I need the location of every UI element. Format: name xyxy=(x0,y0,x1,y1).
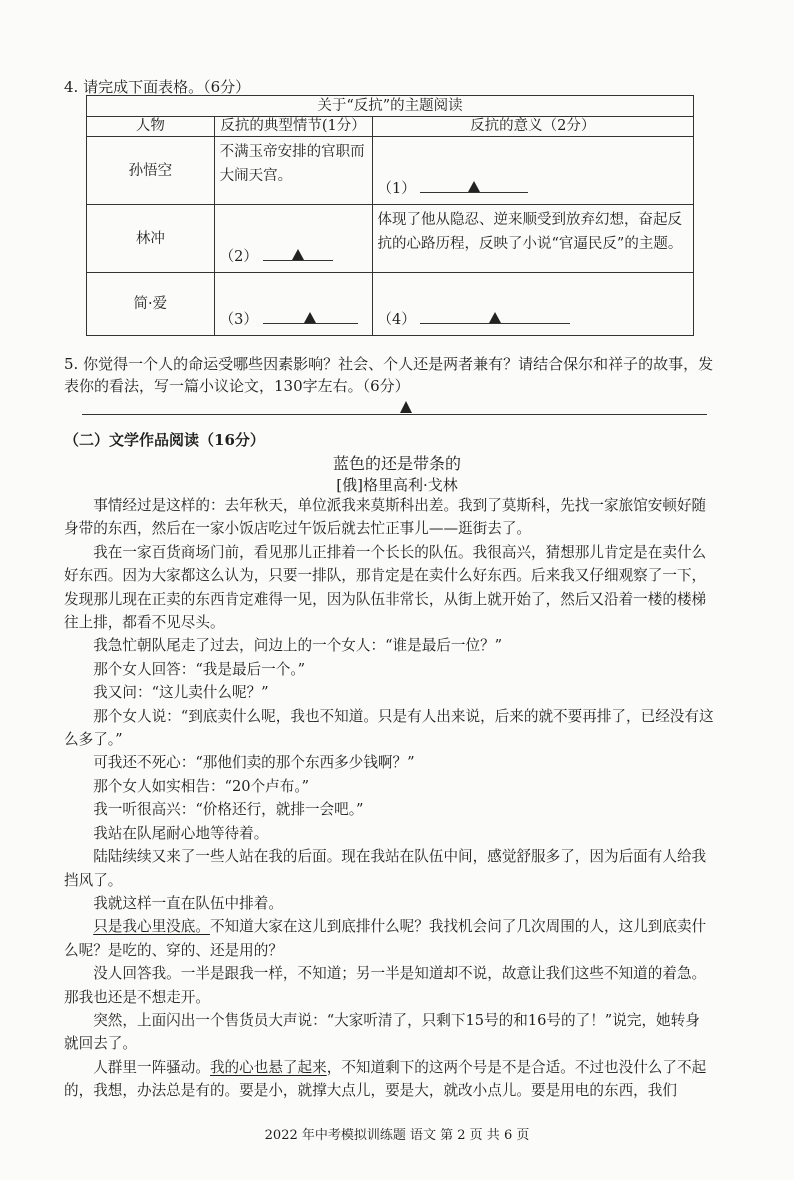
answer-line[interactable] xyxy=(82,414,707,415)
meaning-cell: 体现了他从隐忍、逆来顺受到放弃幻想，奋起反抗的心路历程，反映了小说“官逼民反”的主题。 xyxy=(372,205,694,273)
answer-blank-4[interactable] xyxy=(372,273,694,336)
plot-cell: 不满玉帝安排的官职而大闹天宫。 xyxy=(214,137,372,205)
underlined-sentence: 我的心也悬了起来 xyxy=(209,1058,327,1076)
table-row xyxy=(87,137,694,205)
story-paragraph xyxy=(64,658,714,681)
header-plot: 反抗的典型情节(1分） xyxy=(214,117,372,137)
paragraph-text: 没人回答我。一半是跟我一样，不知道；另一半是知道却不说，故意让我们这些不知道的着急。那我也还是不想走开。 xyxy=(64,965,707,1006)
table-row xyxy=(87,273,694,336)
underlined-sentence: 只是我心里没底。 xyxy=(93,918,210,936)
paragraph-text: 那个女人如实相告：“20个卢布。” xyxy=(93,777,310,795)
story-paragraph xyxy=(64,705,714,752)
paragraph-text: 突然，上面闪出一个售货员大声说：“大家听清了，只剩下15号的和16号的了！”说完，她转身就回去了。 xyxy=(64,1011,700,1053)
story-paragraph xyxy=(64,775,714,798)
story-paragraph xyxy=(64,634,714,657)
triangle-marker-icon xyxy=(468,181,480,192)
triangle-marker-icon xyxy=(400,401,412,413)
answer-blank-2[interactable] xyxy=(214,205,372,273)
question-5: 5. 你觉得一个人的命运受哪些因素影响？社会、个人还是两者兼有？请结合保尔和祥子的故事，发表你的看法，写一篇小议论文，130字左右。（6分） xyxy=(64,355,714,395)
answer-blank-1[interactable] xyxy=(372,137,694,205)
story-paragraph xyxy=(64,845,714,892)
story-paragraph xyxy=(64,1056,714,1103)
blank-label: （3） xyxy=(219,312,258,328)
story-body xyxy=(64,494,714,1103)
story-paragraph xyxy=(64,541,714,635)
paragraph-text: 那个女人回答：“我是最后一个。” xyxy=(93,660,306,678)
story-paragraph xyxy=(64,822,714,845)
question-4: 4. 请完成下面表格。（6分） xyxy=(64,78,251,96)
story-paragraph xyxy=(64,494,714,541)
character-name: 林冲 xyxy=(87,205,215,273)
triangle-marker-icon xyxy=(489,312,501,323)
paragraph-text: 陆陆续续又来了一些人站在我的后面。现在我站在队伍中间，感觉舒服多了，因为后面有人给我挡风了。 xyxy=(64,848,707,889)
section-heading: （二）文学作品阅读（16分） xyxy=(64,431,265,449)
paragraph-text: 我一听很高兴：“价格还行，就排一会吧。” xyxy=(93,801,364,819)
header-character: 人物 xyxy=(87,117,215,137)
table-title: 关于“反抗”的主题阅读 xyxy=(87,96,694,117)
blank-label: （1） xyxy=(377,181,416,197)
paragraph-text: ，不知道剩下的这两个号是不是合适。不过也没什么了不起的，我想，办法总是有的。要是小，就撑大点儿，要是大，就改小点儿。要是用电的东西，我们 xyxy=(64,1058,707,1100)
character-name: 简·爱 xyxy=(87,273,215,336)
story-paragraph xyxy=(64,798,714,821)
story-paragraph xyxy=(64,751,714,774)
story-paragraph xyxy=(64,962,714,1009)
story-paragraph xyxy=(64,915,714,962)
blank-label: （2） xyxy=(219,249,258,265)
paragraph-text: 我在一家百货商场门前，看见那儿正排着一个长长的队伍。我很高兴，猜想那儿肯定是在卖什么好东西。因为大家都这么认为，只要一排队，那肯定是在卖什么好东西。后来我又仔细观察了一下，发现那儿现在正卖的东西肯定难得一见，因为队伍非常长，从街上就开始了，然后又沿着一楼的楼梯往上排，都看不见尽头。 xyxy=(64,543,707,632)
triangle-marker-icon xyxy=(304,312,316,323)
triangle-marker-icon xyxy=(292,249,304,260)
table-row xyxy=(87,205,694,273)
story-title: 蓝色的还是带条的 xyxy=(332,454,461,473)
story-paragraph xyxy=(64,1009,714,1056)
paragraph-text: 我站在队尾耐心地等待着。 xyxy=(93,824,269,842)
paragraph-text: 可我还不死心：“那他们卖的那个东西多少钱啊？” xyxy=(93,754,415,772)
paragraph-text: 事情经过是这样的：去年秋天，单位派我来莫斯科出差。我到了莫斯科，先找一家旅馆安顿好随身带的东西，然后在一家小饭店吃过午饭后就去忙正事儿——逛街去了。 xyxy=(64,497,707,538)
blank-label: （4） xyxy=(377,312,416,328)
paragraph-text: 我就这样一直在队伍中排着。 xyxy=(93,894,283,912)
theme-table xyxy=(86,95,694,336)
paragraph-text: 人群里一阵骚动。 xyxy=(93,1058,210,1076)
story-paragraph xyxy=(64,681,714,704)
paragraph-text: 那个女人说：“到底卖什么呢，我也不知道。只是有人出来说，后来的就不要再排了，已经没有这么多了。” xyxy=(64,707,714,749)
paragraph-text: 不知道大家在这儿到底排什么呢？我找机会问了几次周围的人，这儿到底卖什么呢？是吃的、穿的、还是用的？ xyxy=(64,918,707,959)
paragraph-text: 我急忙朝队尾走了过去，问边上的一个女人：“谁是最后一位？” xyxy=(93,637,503,655)
paragraph-text: 我又问：“这儿卖什么呢？” xyxy=(93,684,269,702)
character-name: 孙悟空 xyxy=(87,137,215,205)
story-author: [俄]格里高利·戈林 xyxy=(336,476,458,494)
page-footer: 2022 年中考模拟训练题 语文 第 2 页 共 6 页 xyxy=(264,1128,530,1143)
story-paragraph xyxy=(64,892,714,915)
header-meaning: 反抗的意义（2分） xyxy=(372,117,694,137)
answer-blank-3[interactable] xyxy=(214,273,372,336)
